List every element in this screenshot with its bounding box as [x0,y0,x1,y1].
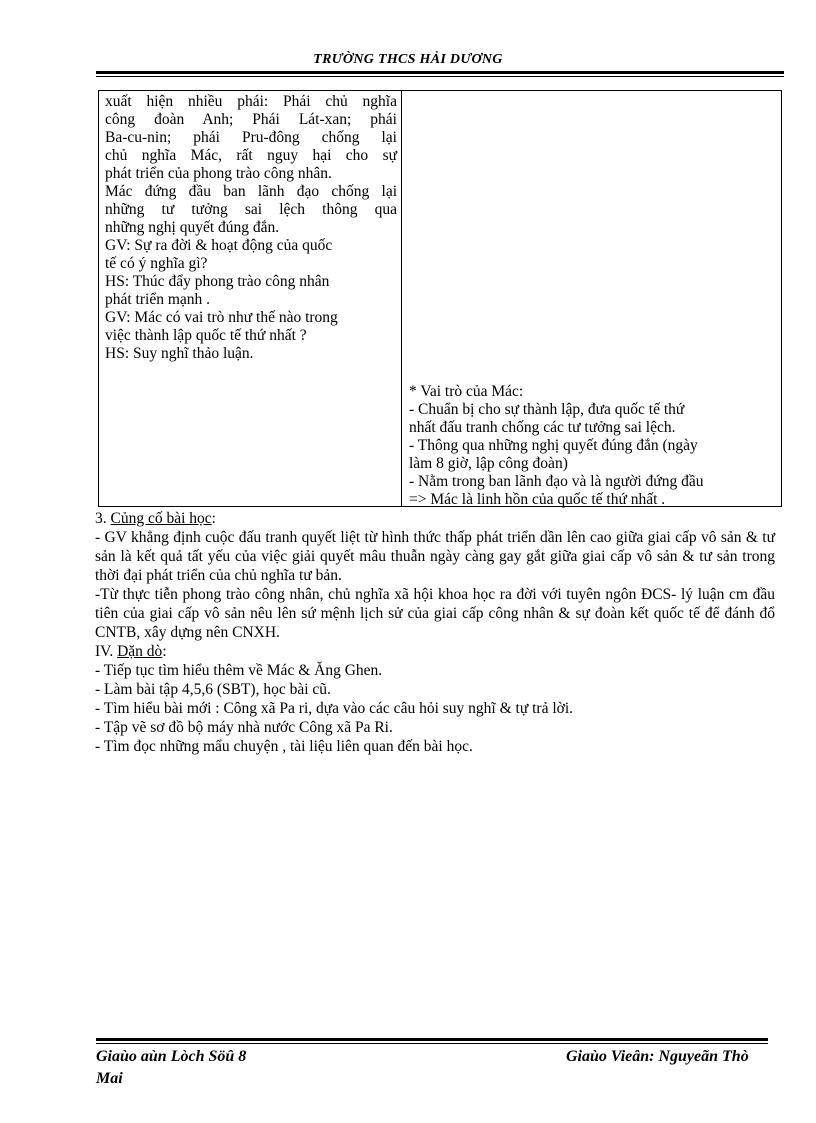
consolidation-paragraph-1: - GV khẳng định cuộc đấu tranh quyết liệt từ hình thức thấp phát triển dần lên cao giữa giai cấp vô sản & tư sản là kết quả tất yếu của việc giải quyết mâu thuẫn ngày càng gay gắt giữa giai cấp vô sản & tư sản trong thời đại phát triển của chủ nghĩa tư bản. [95,529,775,584]
lesson-body [95,509,775,756]
left-line: Mác đứng đầu ban lãnh đạo chống lại [105,183,397,200]
left-line: GV: Sự ra đời & hoạt động của quốc [105,237,333,254]
section-4-heading [95,642,775,661]
consolidation-paragraph-2: -Từ thực tiễn phong trào công nhân, chủ nghĩa xã hội khoa học ra đời với tuyên ngôn ĐCS- lý luận cm đầu tiên của giai cấp vô sản nêu lên sứ mệnh lịch sử của giai cấp công nhân & sự đoàn kết quốc tế để đánh đổ CNTB, xây dựng nên CNXH. [95,586,775,641]
section-3-number: 3. [95,510,111,527]
left-line: chủ nghĩa Mác, rất nguy hại cho sự [105,147,397,164]
right-line: => Mác là linh hồn của quốc tế thứ nhất . [409,491,666,508]
section-4-colon: : [162,643,167,660]
left-line: phát triển của phong trào công nhân. [105,165,332,182]
homework-item: - Tìm đọc những mẩu chuyện , tài liệu liên quan đến bài học. [95,738,473,755]
left-line: công đoàn Anh; Phái Lát-xan; phái [105,111,397,128]
header-rule-thick [96,71,784,74]
section-3-heading [95,509,775,528]
right-line: làm 8 giờ, lập công đoàn) [409,455,568,472]
left-line: HS: Suy nghĩ thảo luận. [105,345,254,362]
left-line: GV: Mác có vai trò như thế nào trong [105,309,338,326]
left-line: việc thành lập quốc tế thứ nhất ? [105,327,307,344]
footer-subject: Giaùo aùn Lòch Söû 8 [96,1048,247,1065]
footer-rule-thin [96,1043,768,1044]
right-line: nhất đấu tranh chống các tư tưởng sai lệch. [409,419,676,436]
homework-item: - Tìm hiểu bài mới : Công xã Pa ri, dựa vào các câu hỏi suy nghĩ & tự trả lời. [95,700,574,717]
column-divider [401,91,402,506]
content-column [409,383,775,509]
left-line: những tư tưởng sai lệch thông qua [105,201,397,218]
right-line: - Thông qua những nghị quyết đúng đắn (ngày [409,437,698,454]
lesson-table [98,90,782,507]
footer-rule-thick [96,1038,768,1041]
teacher-student-activity-column [105,93,397,363]
homework-item: - Tập vẽ sơ đồ bộ máy nhà nước Công xã Pa Ri. [95,719,393,736]
right-line: * Vai trò của Mác: [409,383,524,400]
section-4-number: IV. [95,643,118,660]
section-3-colon: : [211,510,216,527]
left-line: những nghị quyết đúng đắn. [105,219,280,236]
section-4-title: Dặn dò [117,643,163,660]
school-header: TRƯỜNG THCS HẢI DƯƠNG [313,52,503,67]
homework-item: - Tiếp tục tìm hiểu thêm về Mác & Ăng Ghen. [95,662,383,679]
footer-teacher: Giaùo Vieân: Nguyeãn Thò [566,1048,749,1065]
section-3-title: Củng cố bài học [110,510,212,527]
right-line: - Chuẩn bị cho sự thành lập, đưa quốc tế thứ [409,401,685,418]
left-line: Ba-cu-nin; phái Pru-đông chống lại [105,129,397,146]
left-line: phát triển mạnh . [105,291,211,308]
homework-item: - Làm bài tập 4,5,6 (SBT), học bài cũ. [95,681,331,698]
header-rule-thin [96,76,784,77]
right-line: - Nằm trong ban lãnh đạo và là người đứng đầu [409,473,704,490]
left-line: HS: Thúc đẩy phong trào công nhân [105,273,330,290]
footer-lesson-plan [96,1046,246,1090]
footer-name-continued: Mai [96,1070,123,1087]
left-line: tế có ý nghĩa gì? [105,255,208,272]
left-line: xuất hiện nhiều phái: Phái chủ nghĩa [105,93,397,110]
